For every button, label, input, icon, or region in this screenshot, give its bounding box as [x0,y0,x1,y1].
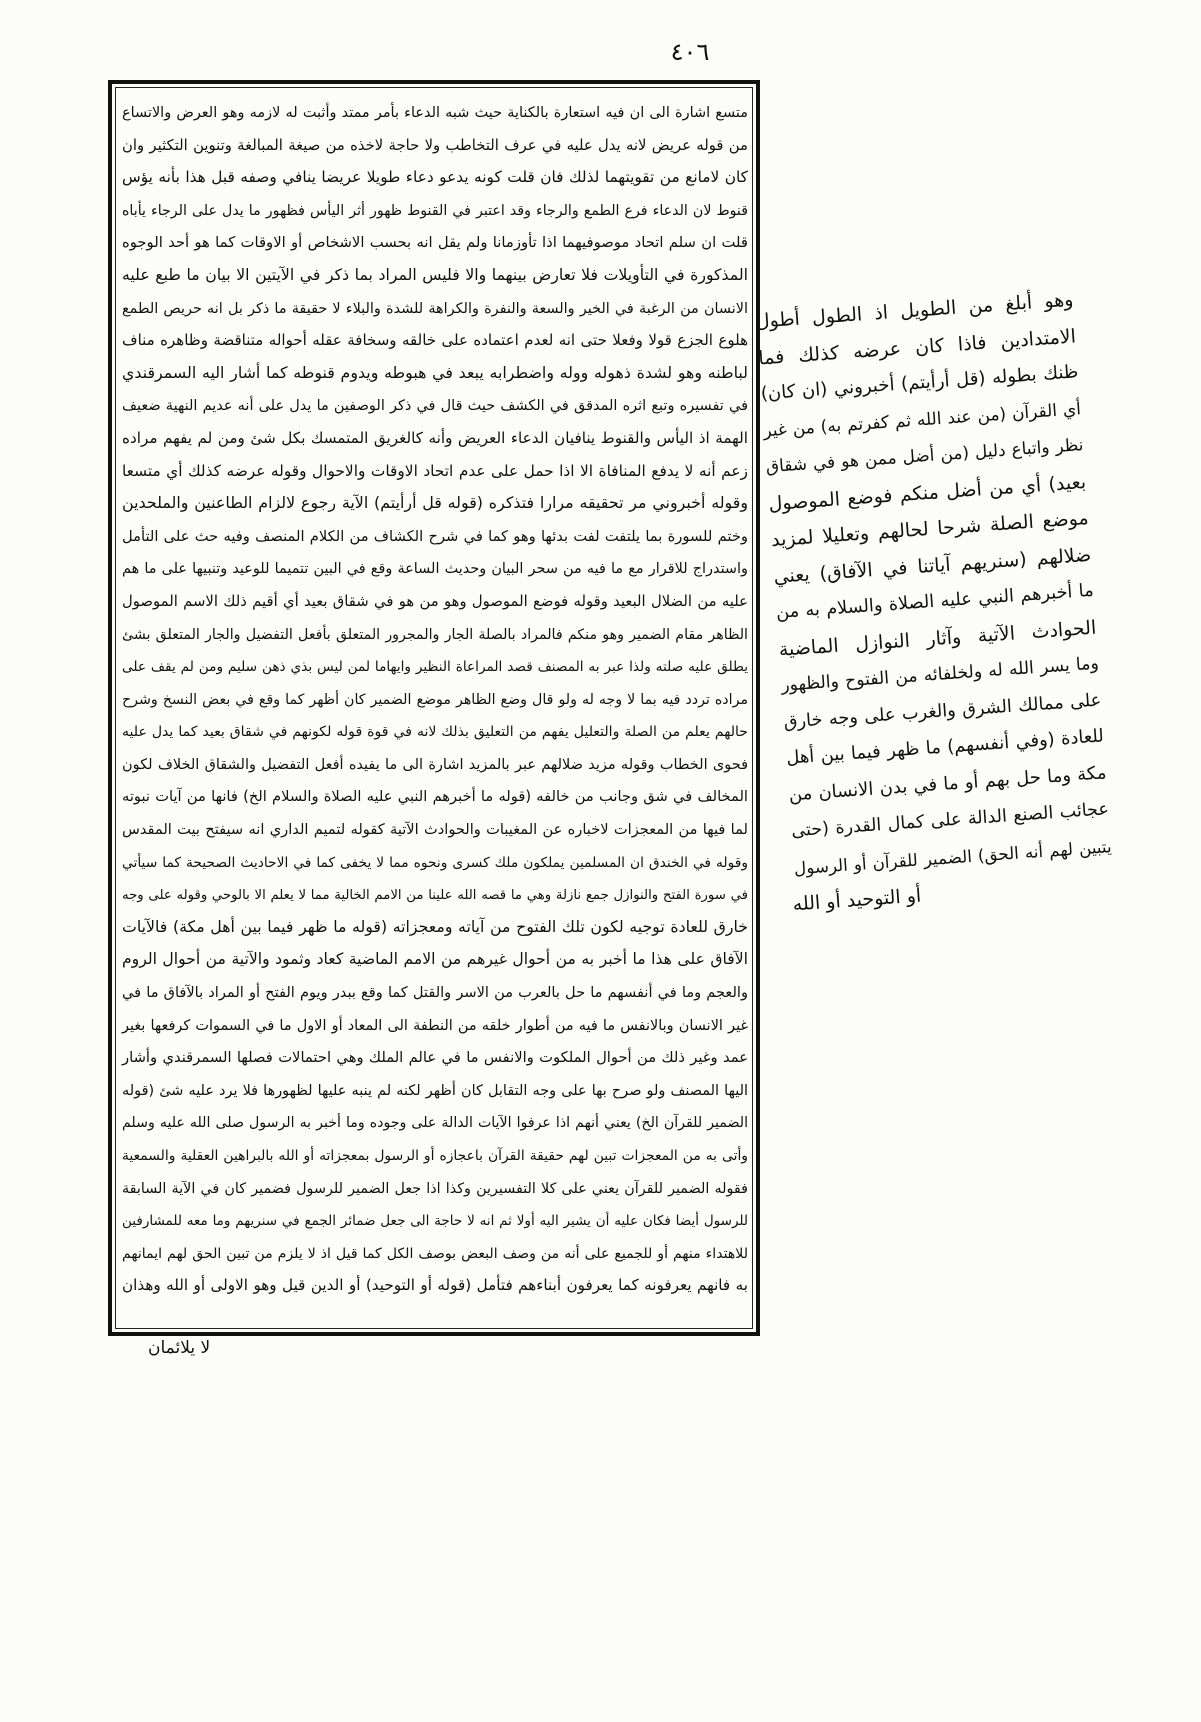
main-text-line [120,846,748,879]
main-text-line [120,1269,748,1302]
main-text-line-content: الهمة اذ اليأس والقنوط ينافيان الدعاء العريض وأنه كالغريق المتمسك بكل شئ ومن لم يفهم مراده [122,428,748,447]
main-text-line-content: حالهم يعلم من الصلة والتعليل يفهم من التعليق بذلك لانه في قوة قوله لكونهم في شقاق بعيد كما يدل عليه [122,724,748,741]
main-text-line-content: للاهتداء منهم أو للجميع على أنه من وصف البعض بوصف الكل كما قيل اذ لا يلزم من تبين الحق لهم ايمانهم [122,1245,748,1262]
margin-note-line-content: ظنك بطوله (قل أرأيتم) أخبروني (ان كان) [760,361,1080,405]
main-text-line [120,552,748,585]
main-text-line-content: الآفاق على هذا ما أخبر به من أحوال غيرهم من الامم الماضية كعاد وثمود والآتية من أحوال الروم [122,950,748,969]
main-text-line-content: عليه من الضلال البعيد وقوله فوضع الموصول وهو من هو في شقاق بعيد أي أقيم ذلك الاسم الموصول [122,592,748,610]
main-text-line [120,618,748,651]
margin-note-line-content: يتبين لهم أنه الحق) الضمير للقرآن أو الرسول [793,835,1113,878]
main-text-line [120,683,748,716]
margin-note-line-content: ضلالهم (سنريهم آياتنا في الآفاق) يعني [772,543,1092,588]
main-text-line-content: به فانهم يعرفونه كما يعرفون أبناءهم فتأمل (قوله أو التوحيد) أو الدين قيل وهو الاولى أو الله وهذان [122,1276,748,1295]
main-text-body [120,96,748,1302]
main-text-line-content: لباطنه وهو لشدة ذهوله ووله واضطرابه يبعد في هبوطه ويدوم قنوطه كما أشار اليه السمرقندي [122,362,748,382]
main-text-line-content: الظاهر مقام الضمير وهو منكم فالمراد بالصلة الجار والمجرور المتعلق بأفعل التفضيل والجار المتعلق بشئ [122,626,748,643]
margin-note-line-content: بعيد) أي من أضل منكم فوضع الموصول [767,470,1087,515]
main-text-line-content: فحوى الخطاب وقوله مزيد ضلالهم عبر بالمزيد اشارة الى ما يفيده أفعل التفضيل والشقاق الخلاف لكون [122,756,748,773]
margin-note-line-content: وما يسر الله له ولخلفائه من الفتوح والظهور [780,653,1100,696]
main-text-line-content: من قوله عريض لانه يدل عليه في عرف التخاطب ولا حاجة لاخذه من صيغة المبالغة وتنوين التكثير وان [122,136,748,154]
margin-note-line-content: على ممالك الشرق والغرب على وجه خارق [783,690,1102,733]
main-text-line-content: زعم أنه لا يدفع المنافاة الا اذا حمل على عدم اتحاد الاوقات والاحوال وقوله عرضه كذلك أي متسعا [122,461,748,480]
main-text-line-content: وقوله أخبروني مر تحقيقه مرارا فتذكره (قوله قل أرأيتم) الآية رجوع لالزام الطاعنين والملحدين [122,493,748,513]
main-text-line-content: المذكورة في التأويلات فلا تعارض بينهما والا فليس المراد بما ذكر في الآيتين الا بيان ما طبع عليه [122,264,748,284]
main-text-line [120,715,748,748]
main-text-line-content: فقوله الضمير للقرآن يعني على كلا التفسيرين وكذا اذا جعل الضمير للرسول فضمير كان في الآية السابقة [122,1180,748,1197]
main-text-line [120,292,748,325]
main-text-line [120,1204,748,1237]
main-text-line-content: مراده تردد فيه بما لا وجه له ولو قال وضع الظاهر موضع الضمير كان أظهر كما وقع في بعض النسخ وشرح [122,691,748,708]
main-text-line-content: لما فيها من المعجزات لاخباره عن المغيبات والحوادث الآتية كقوله لتميم الداري انه سيفتح بيت المقدس [122,821,748,839]
page-number: ٤٠٦ [670,38,710,66]
main-text-frame [108,80,760,1336]
main-text-line [120,1237,748,1270]
main-text-line-content: غير الانسان وبالانفس ما فيه من أطوار خلقه من النطفة الى المعاد أو الاول ما في السموات كرفعها بغير [122,1017,748,1034]
main-text-line [120,650,748,683]
main-text-line [120,357,748,390]
margin-note-line-content: الامتدادين فاذا كان عرضه كذلك فما [757,324,1077,370]
margin-note [751,282,1115,923]
main-text-line-content: قلت ان سلم اتحاد موصوفيهما اذا تأوزمانا ولم يقل انه بحسب الاشخاص أو الاوقات كما هو أحد الوجوه [122,234,748,252]
margin-note-line-content: الحوادث الآتية وآثار النوازل الماضية [778,616,1097,661]
main-text-line-content: وأتى به من المعجزات تبين لهم حقيقة القرآن باعجازه أو الرسول بمعجزاته أو الله بالبراهين العقلية والسمعية [122,1148,748,1164]
margin-note-line-content: أو التوحيد أو الله [791,884,922,916]
main-text-line [120,487,748,520]
main-text-line-content: في سورة الفتح والنوازل جمع نازلة وهي ما قصه الله علينا من الامم الخالية مما لا يعلم الا بالوحي وقوله على وجه [122,888,748,904]
main-text-line [120,455,748,488]
main-text-line-content: متسع اشارة الى ان فيه استعارة بالكناية حيث شبه الدعاء بأمر ممتد وأثبت له لازمه وهو العرض والاتساع [122,105,748,121]
main-text-line-content: الانسان من الرغبة في الخير والسعة والنفرة والكراهة للشدة والبلاء لا حقيقة ما ذكر بل انه حريص الطمع [122,300,748,317]
main-text-line-content: المخالف في شق وجانب من خالفه (قوله ما أخبرهم النبي عليه الصلاة والسلام الخ) فانها من آيات نبوته [122,788,748,806]
main-text-line [120,585,748,618]
main-text-line [120,1172,748,1205]
main-text-line [120,96,748,129]
main-text-line [120,1041,748,1074]
main-text-line-content: يطلق عليه صلته ولذا عبر به المصنف قصد المراعاة النظير وايهاما لمن ليس بذي ذهن سليم ومن لم يقف على [122,659,748,676]
main-text-line-content: عمد وغير ذلك من أحوال الملكوت والانفس ما في عالم الملك وهي احتمالات فصلها السمرقندي وأشار [122,1049,748,1067]
main-text-line [120,194,748,227]
main-text-line [120,161,748,194]
margin-note-line-content: نظر واتباع دليل (من أضل ممن هو في شقاق [765,435,1085,478]
margin-note-line-content: عجائب الصنع الدالة على كمال القدرة (حتى [790,799,1110,842]
main-text-line [120,389,748,422]
main-text-line [120,813,748,846]
main-text-line-content: خارق للعادة توجيه لكون تلك الفتوح من آياته ومعجزاته (قوله ما ظهر فيما بين أهل مكة) فالآيات [122,916,748,936]
main-text-line-content: الضمير للقرآن الخ) يعني أنهم اذا عرفوا الآيات الدالة على وجوده وما أخبر به الرسول صلى الله عليه وسلم [122,1115,748,1132]
margin-note-line-content: مكة وما حل بهم أو ما في بدن الانسان من [788,761,1108,805]
main-text-line [120,780,748,813]
main-text-line [120,520,748,553]
catchword: لا يلائمان [148,1338,211,1358]
main-text-line [120,422,748,455]
margin-note-line-content: ما أخبرهم النبي عليه الصلاة والسلام به من [775,580,1095,623]
main-text-line [120,324,748,357]
main-text-line [120,943,748,976]
margin-note-line-content: موضع الصلة شرحا لحالهم وتعليلا لمزيد [770,506,1090,552]
main-text-line-content: هلوع الجزع قولا وفعلا حتى انه لعدم اعتماده على خالقه وسخافة عقله أحواله متناقضة وظاهره مناف [122,331,748,350]
main-text-line-content: قنوط لان الدعاء فرع الطمع والرجاء وقد اعتبر في القنوط ظهور أثر اليأس فظهور ما يدل على الرجاء يأباه [122,202,748,219]
main-text-line-content: للرسول أيضا فكان عليه أن يشير اليه أولا ثم انه لا حاجة الى جعل ضمائر الجمع في سنريهم وما معه للمشارفين [122,1213,748,1230]
main-text-line-content: كان لامانع من تقويتهما لذلك فان قلت كونه يدعو دعاء طويلا عريضا ينافي وصفه قبل هذا بأنه يؤس [122,168,748,187]
main-text-line [120,911,748,944]
margin-note-line-content: للعادة (وفي أنفسهم) ما ظهر فيما بين أهل [785,725,1105,769]
main-text-line [120,748,748,781]
main-text-line-content: اليها المصنف ولو صرح بها على وجه التقابل كان أظهر لكنه لم ينبه عليها لظهورها فلا يرد عليه شئ (قوله [122,1082,748,1099]
main-text-line [120,1106,748,1139]
main-text-line [120,259,748,292]
main-text-line [120,976,748,1009]
main-text-line-content: واستدراج للاقرار مع ما فيه من سحر البيان وحديث الساعة وقع في البين تتميما للوعيد وتنبيها على ما هم [122,561,748,578]
main-text-line-content: والعجم وما في أنفسهم ما حل بالعرب من الاسر والقتل كما وقع ببدر ويوم الفتح أو المراد بالآفاق ما في [122,984,748,1002]
main-text-line [120,226,748,259]
main-text-line [120,878,748,911]
main-text-line-content: في تفسيره وتبع اثره المدقق في الكشف حيث قال في ذكر الوصفين ما يدل على أنه عديم النهية ضعيف [122,398,748,415]
main-text-line [120,1074,748,1107]
main-text-line-content: وختم للسورة بما يلتفت لفت بدئها وهو كما في شرح الكشاف من الكلام المنصف وفيه حث على التأمل [122,527,748,545]
margin-note-line-content: أي القرآن (من عند الله ثم كفرتم به) من غير [762,398,1082,441]
main-text-line [120,129,748,162]
main-text-line-content: وقوله في الخندق ان المسلمين يملكون ملك كسرى ونحوه مما لا يخفى كما في الاحاديث الصحيحة كما سيأتي [122,854,748,871]
margin-note-line-content: وهو أبلغ من الطويل اذ الطول أطول [755,288,1074,333]
main-text-line [120,1139,748,1172]
main-text-line [120,1009,748,1042]
